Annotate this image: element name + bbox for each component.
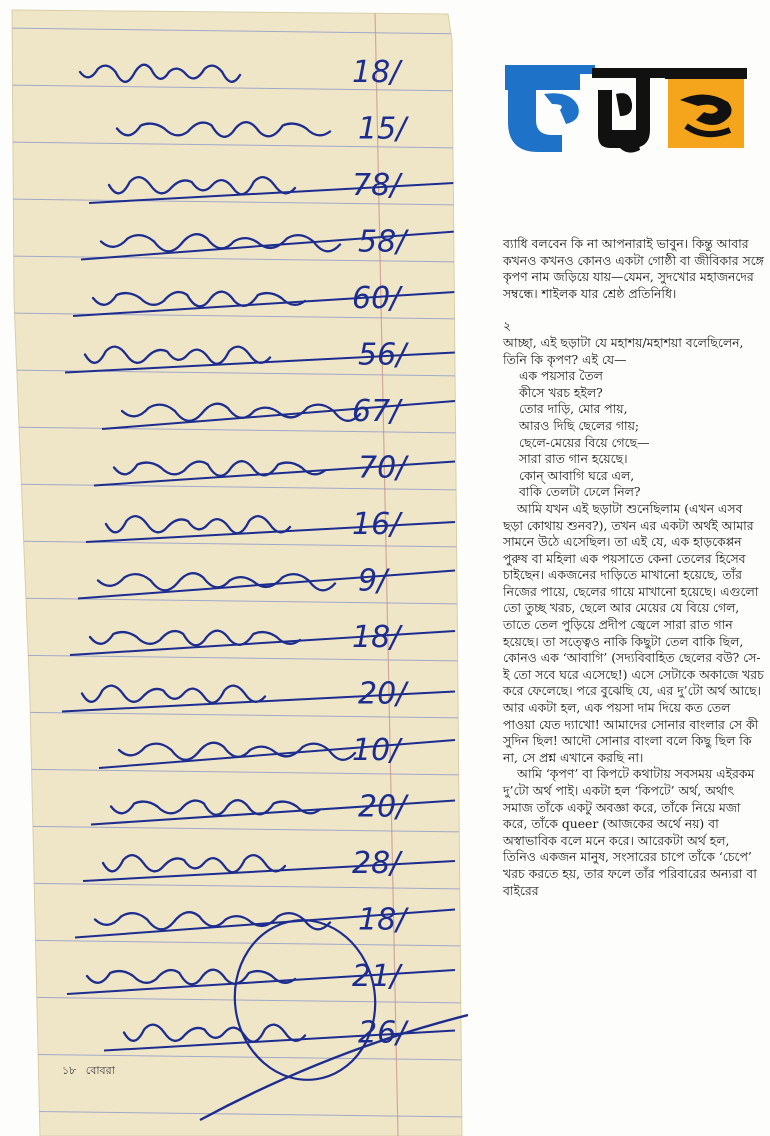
amount-text: 15/: [358, 111, 407, 147]
amount-text: 58/: [358, 224, 407, 260]
chippus-logo: [500, 60, 750, 155]
amount-text: 78/: [352, 168, 401, 203]
amount-text: 67/: [352, 394, 401, 429]
section-number: ২: [503, 318, 512, 334]
rhyme-line: ছেলে-মেয়ের বিয়ে গেছে—: [519, 434, 650, 450]
page-footer: [62, 1062, 115, 1081]
article-paragraph-4: আমি ‘কৃপণ’ বা কিপটে কথাটায় সবসময় এইরকম দু’টো অর্থ পাই। একটা হল ‘কিপটে’ অর্থ, অর্থাৎ সমাজ তাঁকে একটু অবজ্ঞা করে, তাঁকে নিয়ে মজা করে, তাঁকে queer (আজকের অর্থে নয়) বা অস্বাভাবিক বলে মনে করে। আরেকটা অর্থ হল, তিনিও একজন মানুষ, সংসারের চাপে তাঁকে ‘চেপে’ খরচ করতে হয়, তার ফলে তাঁর পরিবারের অন্যরা বা বাইরের: [503, 766, 757, 898]
article-paragraph-3: আমি যখন এই ছড়াটা শুনেছিলাম (এখন এসব ছড়া কোথায় শুনব?), তখন এর একটা অর্থই আমার সামনে উঠে এসেছিল। তা এই যে, এক হাড়কেপ্পন পুরুষ বা মহিলা এক পয়সাতে কেনা তেলের হিসেব চাইছেন। একজনের দাড়িতে মাখানো হয়েছে, তাঁর নিজের পায়ে, ছেলের গায়ে মাখানো হয়েছে। এগুলো তো তুচ্ছ খরচ, ছেলে আর মেয়ের যে বিয়ে গেল, তাতে তেল পুড়িয়ে প্রদীপ জ্বেলে সারা রাত গান হয়েছে। তা সত্ত্বেও নাকি কিছুটা তেল বাকি ছিল, কোনও এক ‘আবাগি’ (সদ্যবিবাহিত ছেলের বউ? সে-ই তো সবে ঘরে এসেছে!) এসে সেটাকে অকাজে খরচ করে ফেলেছে। পরে বুঝেছি যে, এর দু’টো অর্থ আছে। আর একটা হল, এক পয়সা দাম দিয়ে কত তেল পাওয়া যেত দ্যাখো! আমাদের সোনার বাংলার সে কী সুদিন ছিল! আদৌ সোনার বাংলা বলে কিছু ছিল কি না, সে প্রশ্ন এখানে করছি না।: [503, 500, 764, 765]
article-paragraph-1: ব্যাধি বলবেন কি না আপনারাই ভাবুন। কিন্তু আবার কখনও কখনও কোনও একটা গোষ্ঠী বা জীবিকার সঙ্গে কৃপণ নাম জড়িয়ে যায়—যেমন, সুদখোর মহাজনদের সম্বন্ধে। শাইলক যার শ্রেষ্ঠ প্রতিনিধি।: [503, 236, 764, 301]
rhyme-line: কোন্ আবাগি ঘরে এল,: [519, 467, 635, 483]
amount-text: 21/: [352, 959, 401, 994]
amount-text: 20/: [358, 676, 407, 712]
amount-text: 10/: [352, 733, 401, 768]
amount-text: 16/: [352, 507, 401, 542]
amount-text: 60/: [352, 281, 401, 316]
amount-text: 70/: [358, 450, 407, 486]
amount-text: 18/: [352, 55, 401, 90]
running-title: বোবরা: [85, 1064, 115, 1077]
amount-text: 28/: [352, 846, 401, 881]
rhyme-line: বাকি তেলটা ঢেলে নিল?: [519, 484, 641, 500]
article-column: [503, 236, 765, 899]
amount-text: 56/: [358, 337, 407, 373]
rhyme-line: কীসে খরচ হইল?: [519, 384, 603, 400]
page-number: ১৮: [62, 1064, 77, 1077]
rhyme-line: এক পয়সার তৈল: [519, 368, 603, 384]
amount-text: 18/: [352, 620, 401, 655]
rhyme-block: [503, 368, 765, 501]
article-paragraph-2: আচ্ছা, এই ছড়াটা যে মহাশয়/মহাশয়া বলেছিলেন, তিনি কি কৃপণ? এই যে—: [503, 334, 744, 367]
rhyme-line: সারা রাত গান হয়েছে।: [519, 451, 628, 467]
amount-text: 9/: [358, 563, 388, 599]
amount-text: 18/: [358, 902, 407, 938]
rhyme-line: আরও দিছি ছেলের গায়;: [519, 417, 640, 433]
amount-text: 20/: [358, 789, 407, 825]
amount-text: 26/: [358, 1015, 407, 1051]
rhyme-line: তোর দাড়ি, মোর পায়,: [519, 401, 628, 417]
